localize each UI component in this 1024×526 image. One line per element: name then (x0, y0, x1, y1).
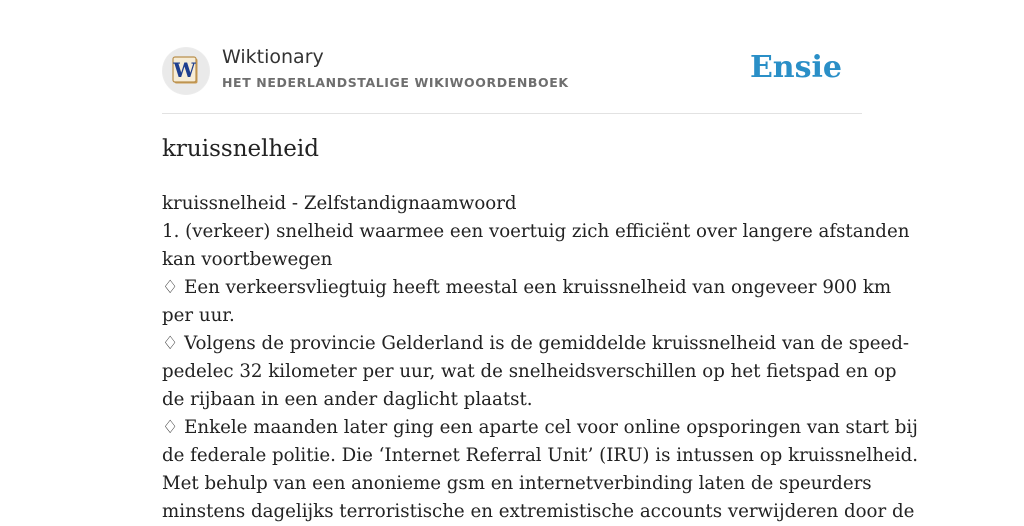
definition-heading: kruissnelheid - Zelfstandignaamwoord (162, 193, 517, 214)
site-header (162, 0, 862, 114)
example-line: Met behulp van een anonieme gsm en internetverbinding laten de speurders (162, 473, 872, 494)
example-line: de rijbaan in een ander daglicht plaatst. (162, 389, 533, 410)
example-line: minstens dagelijks terroristische en extremistische accounts verwijderen door de (162, 501, 915, 522)
example-line: ♢ Volgens de provincie Gelderland is de gemiddelde kruissnelheid van de speed- (162, 333, 910, 354)
example-line: per uur. (162, 305, 235, 326)
example-line: de federale politie. Die ‘Internet Referral Unit’ (IRU) is intussen op kruissnelheid. (162, 445, 919, 466)
site-name[interactable]: Wiktionary (222, 46, 324, 68)
example-line: ♢ Een verkeersvliegtuig heeft meestal een kruissnelheid van ongeveer 900 km (162, 277, 892, 298)
wiktionary-logo-icon[interactable] (162, 47, 210, 95)
definition-text-line: kan voortbewegen (162, 249, 333, 270)
page (162, 0, 919, 522)
definition-content (162, 190, 919, 526)
site-tagline: HET NEDERLANDSTALIGE WIKIWOORDENBOEK (222, 75, 569, 90)
page-title: kruissnelheid (162, 136, 319, 162)
example-line: pedelec 32 kilometer per uur, wat de snelheidsverschillen op het fietspad en op (162, 361, 897, 382)
definition-text-line: 1. (verkeer) snelheid waarmee een voertuig zich efficiënt over langere afstanden (162, 221, 910, 242)
ensie-brand-logo[interactable]: Ensie (749, 50, 842, 85)
svg-text:W: W (173, 58, 196, 82)
example-line: ♢ Enkele maanden later ging een aparte cel voor online opsporingen van start bij (162, 417, 918, 438)
